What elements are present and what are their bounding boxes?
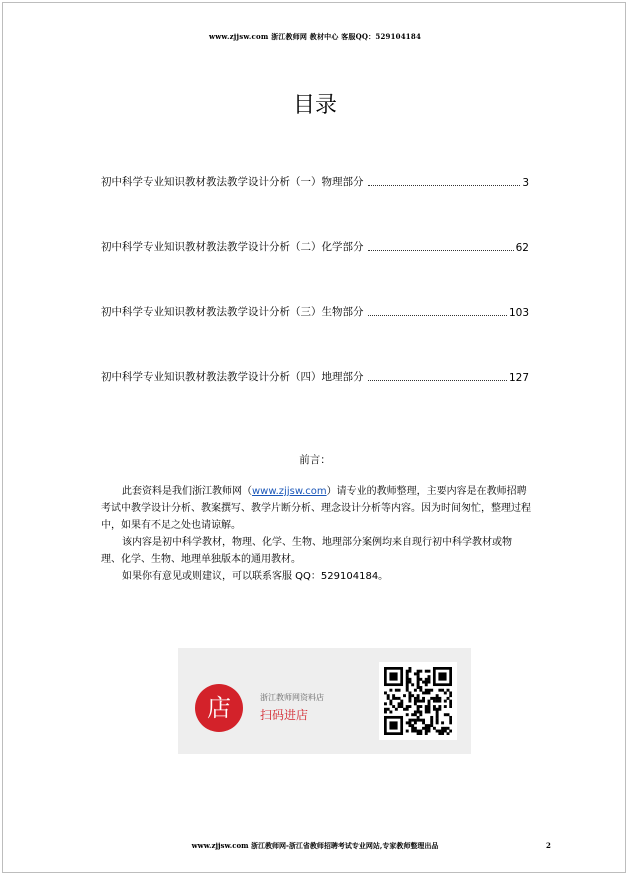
toc-leader-dots	[368, 315, 507, 316]
toc-entry[interactable]	[101, 371, 529, 384]
toc-entry-page: 127	[508, 372, 529, 384]
store-ad-banner[interactable]	[178, 648, 471, 754]
toc-leader-dots	[368, 380, 507, 381]
preface-body	[101, 483, 531, 585]
toc-entry-title: 初中科学专业知识教材教法教学设计分析（二）化学部分	[101, 241, 364, 253]
qr-code-graphic	[384, 667, 452, 735]
toc-entry[interactable]	[101, 241, 529, 254]
preface-text: 此套资料是我们浙江教师网（	[122, 486, 252, 497]
preface-text: ）请专业的教师整理，主要内容是在教师招聘考试中教学设计分析、教案撰写、教学片断分析、理念设计分析等内容。因为时间匆忙，整理过程中，如果有不足之处也请谅解。	[101, 486, 531, 531]
toc-entry-page: 62	[515, 242, 529, 254]
page-number: 2	[546, 841, 551, 850]
page-footer: www.zjjsw.com 浙江教师网-浙江省教师招聘考试专业网站,专家教师整理出品	[191, 841, 439, 850]
preface-title: 前言：	[299, 454, 331, 466]
toc-title: 目录	[292, 93, 337, 118]
toc-entry[interactable]	[101, 306, 529, 319]
website-link[interactable]: www.zjjsw.com	[252, 486, 327, 497]
preface-paragraph	[101, 483, 531, 534]
toc-entry-title: 初中科学专业知识教材教法教学设计分析（三）生物部分	[101, 306, 364, 318]
toc-entry-page: 3	[522, 177, 529, 189]
store-logo-icon: 店	[195, 684, 243, 732]
toc-leader-dots	[368, 250, 514, 251]
qr-code-icon[interactable]	[379, 662, 457, 740]
preface-paragraph: 该内容是初中科学教材，物理、化学、生物、地理部分案例均来自现行初中科学教材或物理、化学、生物、地理单独版本的通用教材。	[101, 537, 512, 565]
page-header: www.zjjsw.com 浙江教师网 教材中心 客服QQ：529104184	[208, 32, 422, 41]
toc-entry-title: 初中科学专业知识教材教法教学设计分析（四）地理部分	[101, 371, 364, 383]
toc-leader-dots	[368, 185, 521, 186]
preface-paragraph: 如果你有意见或则建议，可以联系客服 QQ：529104184。	[122, 571, 389, 582]
toc-entry-title: 初中科学专业知识教材教法教学设计分析（一）物理部分	[101, 176, 364, 188]
table-of-contents	[101, 176, 529, 436]
toc-entry-page: 103	[508, 307, 529, 319]
store-name: 浙江教师网资料店	[260, 693, 324, 702]
toc-entry[interactable]	[101, 176, 529, 189]
scan-to-enter-text: 扫码进店	[260, 708, 309, 722]
